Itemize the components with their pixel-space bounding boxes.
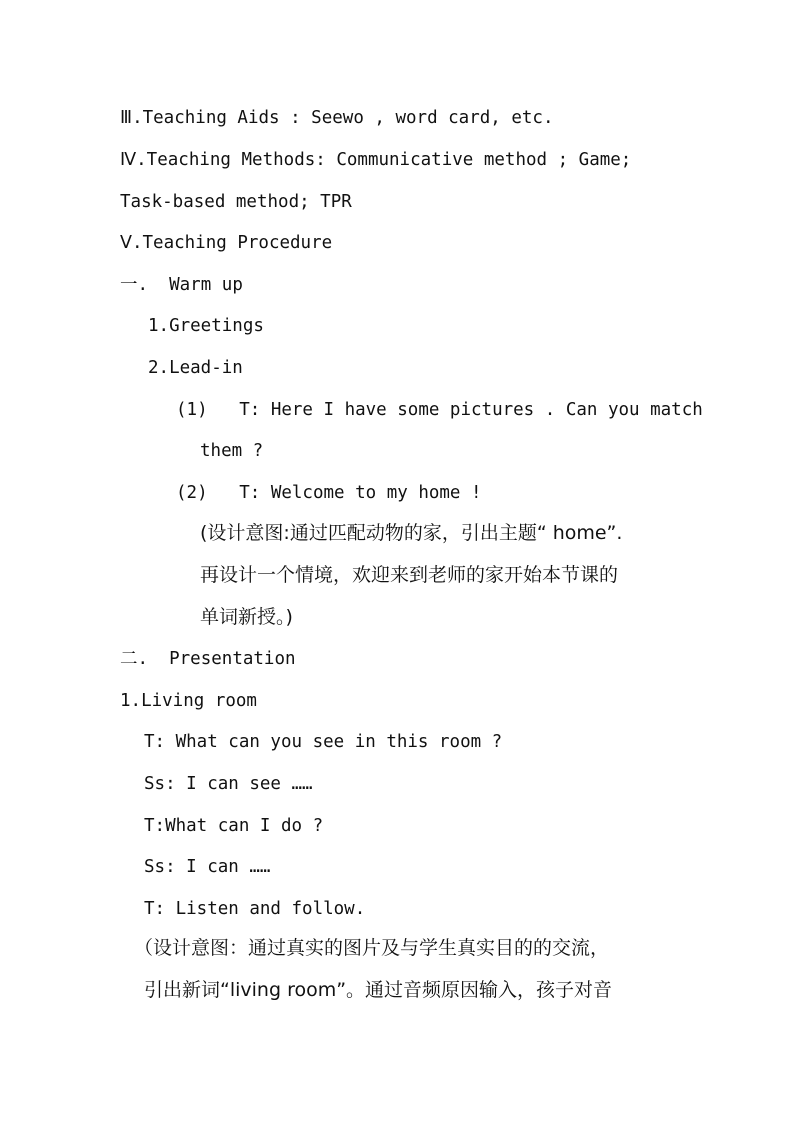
section-teaching-aids: Ⅲ.Teaching Aids : Seewo , word card, etc. <box>120 108 554 128</box>
section-teaching-procedure: Ⅴ.Teaching Procedure <box>120 233 333 253</box>
design-intent-note-4: （设计意图：通过真实的图片及与学生真实目的的交流， <box>134 937 610 959</box>
item-greetings: 1.Greetings <box>148 316 264 336</box>
design-intent-note-1: (设计意图:通过匹配动物的家，引出主题“ home”. <box>200 522 623 544</box>
dialogue-students-2: Ss: I can …… <box>144 857 271 877</box>
teaching-methods-continuation: Task-based method; TPR <box>120 192 352 212</box>
heading-presentation: 二. Presentation <box>120 649 296 669</box>
dialogue-students-1: Ss: I can see …… <box>144 774 313 794</box>
lead-in-step-2: (2) T: Welcome to my home ! <box>176 483 482 503</box>
design-intent-note-5: 引出新词“living room”。通过音频原因输入，孩子对音 <box>144 979 613 1001</box>
dialogue-teacher-2: T:What can I do ? <box>144 816 324 836</box>
dialogue-teacher-1: T: What can you see in this room ? <box>144 732 503 752</box>
dialogue-teacher-3: T: Listen and follow. <box>144 899 366 919</box>
lead-in-step-1-continuation: them ? <box>200 441 264 461</box>
design-intent-note-2: 再设计一个情境，欢迎来到老师的家开始本节课的 <box>200 564 619 586</box>
heading-warm-up: 一. Warm up <box>120 275 243 295</box>
section-teaching-methods: Ⅳ.Teaching Methods: Communicative method ; Game; <box>120 150 632 170</box>
lead-in-step-1: (1) T: Here I have some pictures . Can you match <box>176 400 703 420</box>
item-living-room: 1.Living room <box>120 691 257 711</box>
item-lead-in: 2.Lead-in <box>148 358 243 378</box>
design-intent-note-3: 单词新授。) <box>200 606 293 628</box>
